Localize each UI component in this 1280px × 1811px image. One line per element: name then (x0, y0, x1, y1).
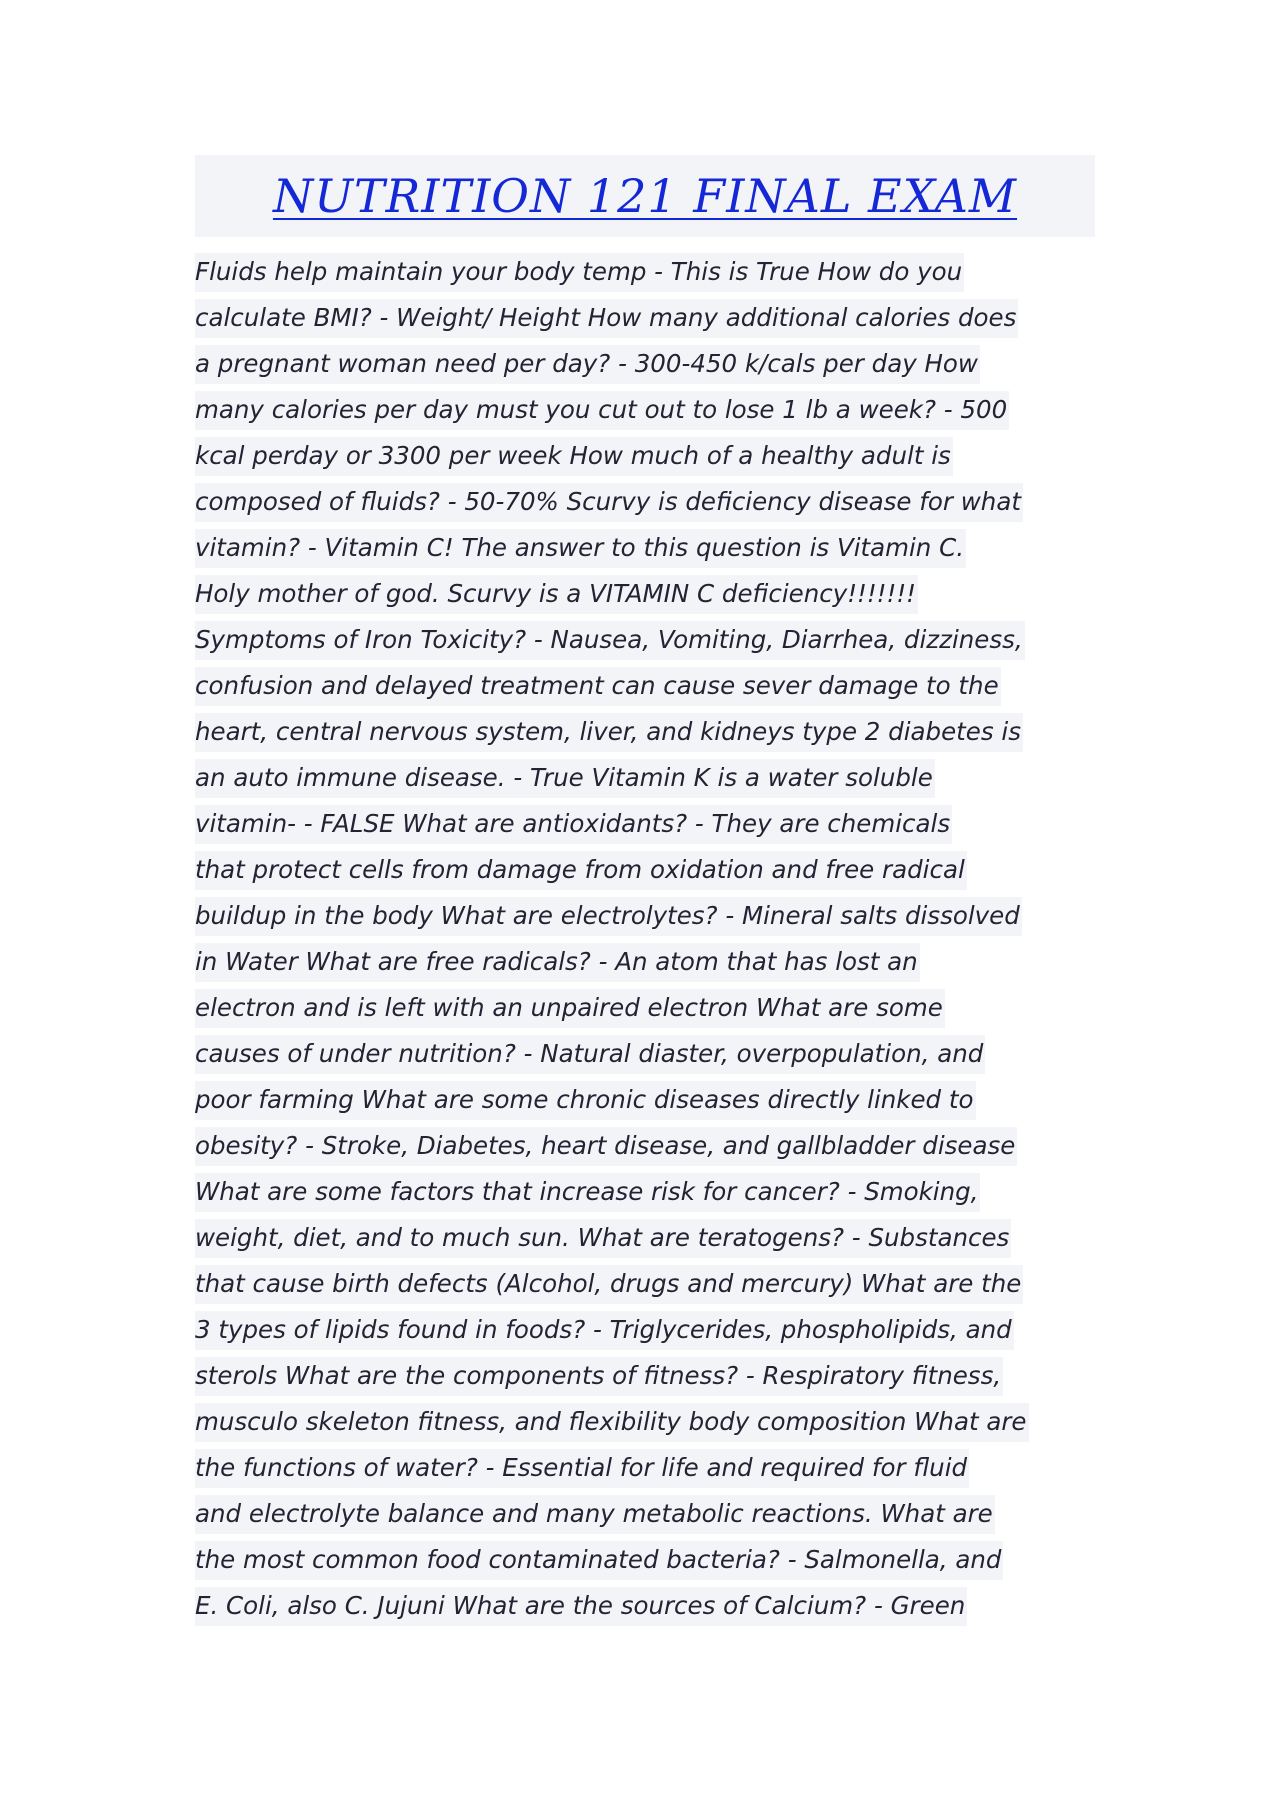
text-line: poor farming What are some chronic diseases directly linked to (195, 1077, 1105, 1123)
text-line: an auto immune disease. - True Vitamin K is a water soluble (195, 755, 1105, 801)
text-line: calculate BMI? - Weight/ Height How many additional calories does (195, 295, 1105, 341)
text-line: vitamin? - Vitamin C! The answer to this question is Vitamin C. (195, 525, 1105, 571)
text-line: confusion and delayed treatment can cause sever damage to the (195, 663, 1105, 709)
text-line: the functions of water? - Essential for life and required for fluid (195, 1445, 1105, 1491)
text-line: buildup in the body What are electrolytes? - Mineral salts dissolved (195, 893, 1105, 939)
text-line: causes of under nutrition? - Natural diaster, overpopulation, and (195, 1031, 1105, 1077)
text-line: kcal perday or 3300 per week How much of a healthy adult is (195, 433, 1105, 479)
text-line: Holy mother of god. Scurvy is a VITAMIN C deficiency!!!!!!! (195, 571, 1105, 617)
text-line: heart, central nervous system, liver, and kidneys type 2 diabetes is (195, 709, 1105, 755)
text-line: E. Coli, also C. Jujuni What are the sources of Calcium? - Green (195, 1583, 1105, 1629)
document-title: NUTRITION 121 FINAL EXAM (272, 169, 1018, 223)
text-line: a pregnant woman need per day? - 300-450 k/cals per day How (195, 341, 1105, 387)
text-line: sterols What are the components of fitness? - Respiratory fitness, (195, 1353, 1105, 1399)
text-line: musculo skeleton fitness, and flexibility body composition What are (195, 1399, 1105, 1445)
text-line: the most common food contaminated bacteria? - Salmonella, and (195, 1537, 1105, 1583)
text-line: composed of fluids? - 50-70% Scurvy is deficiency disease for what (195, 479, 1105, 525)
text-line: 3 types of lipids found in foods? - Triglycerides, phospholipids, and (195, 1307, 1105, 1353)
text-line: and electrolyte balance and many metabolic reactions. What are (195, 1491, 1105, 1537)
text-line: that protect cells from damage from oxidation and free radical (195, 847, 1105, 893)
text-line: vitamin- - FALSE What are antioxidants? - They are chemicals (195, 801, 1105, 847)
text-line: electron and is left with an unpaired electron What are some (195, 985, 1105, 1031)
text-line: that cause birth defects (Alcohol, drugs and mercury) What are the (195, 1261, 1105, 1307)
text-line: What are some factors that increase risk for cancer? - Smoking, (195, 1169, 1105, 1215)
text-line: many calories per day must you cut out to lose 1 lb a week? - 500 (195, 387, 1105, 433)
text-line: in Water What are free radicals? - An atom that has lost an (195, 939, 1105, 985)
text-line: obesity? - Stroke, Diabetes, heart disease, and gallbladder disease (195, 1123, 1105, 1169)
text-line: weight, diet, and to much sun. What are teratogens? - Substances (195, 1215, 1105, 1261)
text-line: Fluids help maintain your body temp - This is True How do you (195, 249, 1105, 295)
title-bar (195, 155, 1095, 237)
text-line: Symptoms of Iron Toxicity? - Nausea, Vomiting, Diarrhea, dizziness, (195, 617, 1105, 663)
document-body (195, 249, 1105, 1629)
